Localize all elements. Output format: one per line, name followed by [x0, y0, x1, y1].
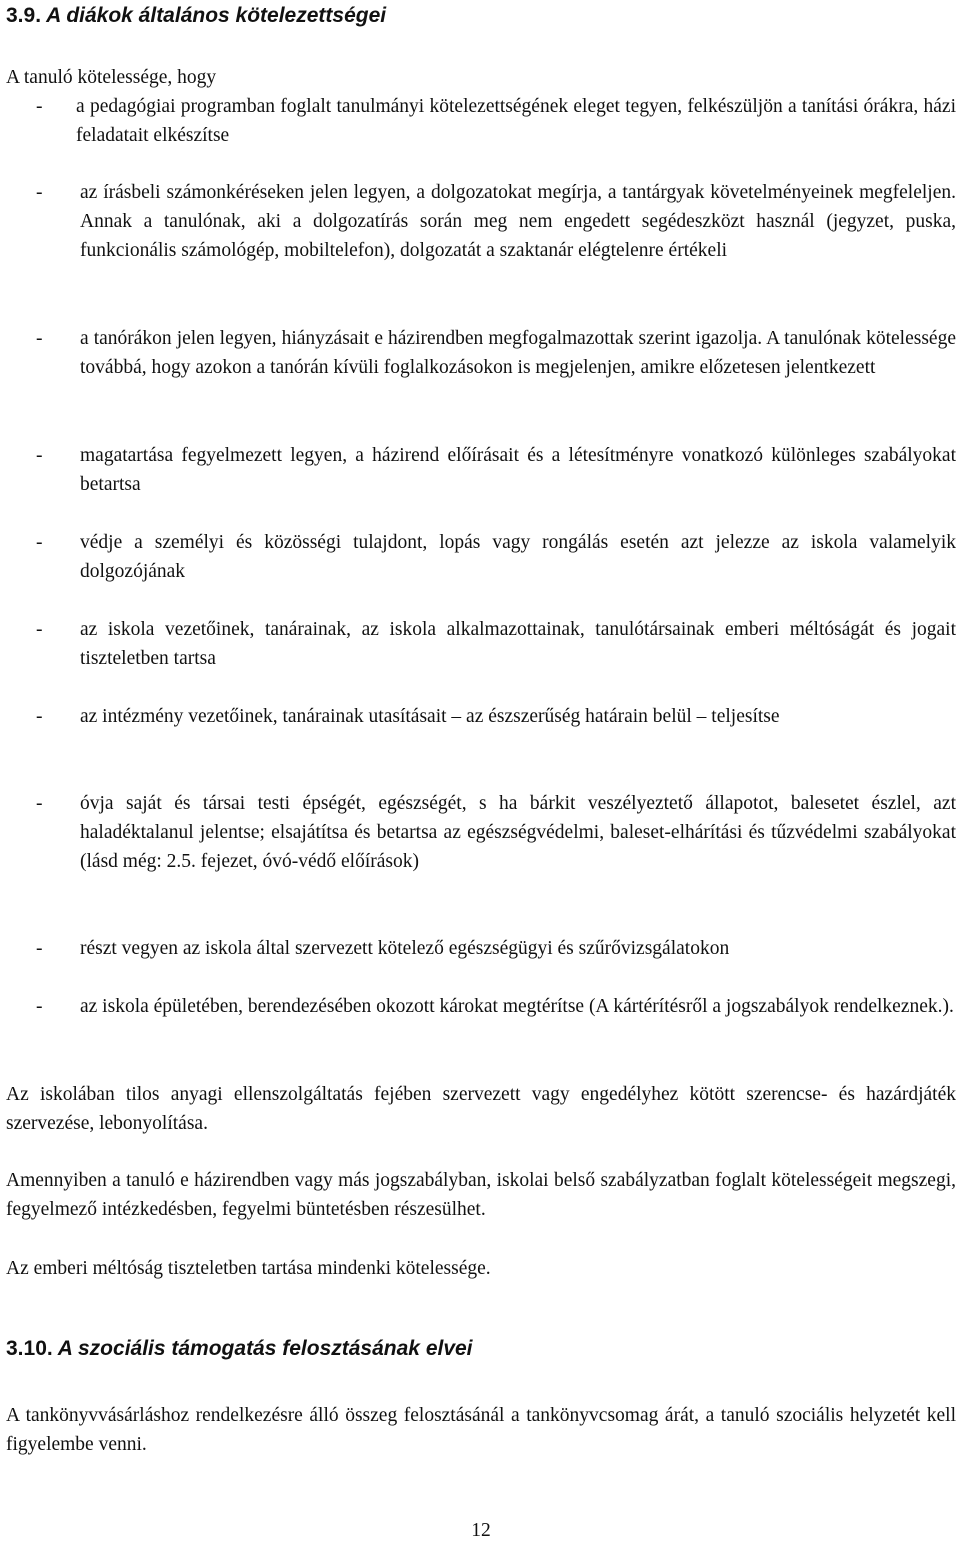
section-number: 3.9.: [6, 4, 42, 27]
list-item-text: védje a személyi és közösségi tulajdont, lopás vagy rongálás esetén azt jelezze az iskola valamelyik dolgozójának: [80, 532, 956, 582]
body-paragraph: Az iskolában tilos anyagi ellenszolgáltatás fejében szervezett vagy engedélyhez kötött szerencse- és hazárdjáték szervezése, lebonyolítása.: [6, 1084, 956, 1134]
list-item-text: az iskola épületében, berendezésében okozott károkat megtérítse (A kártérítésről a jogszabályok rendelkeznek.).: [80, 996, 954, 1017]
list-item-text: a tanórákon jelen legyen, hiányzásait e házirendben megfogalmazottak szerint igazolja. A tanulónak kötelessége továbbá, hogy azokon a tanórán kívüli foglalkozásokon is megjelenjen, amikre előzetesen jelentkezett: [80, 328, 956, 378]
section-number: 3.10.: [6, 1337, 53, 1360]
list-item: [6, 324, 956, 382]
list-item: [6, 178, 956, 265]
list-item-text: a pedagógiai programban foglalt tanulmányi kötelezettségének eleget tegyen, felkészüljön a tanítási órákra, házi feladatait elkészítse: [76, 96, 956, 146]
section-heading: [6, 1335, 473, 1363]
section-title: A szociális támogatás felosztásának elvei: [57, 1337, 473, 1360]
list-item: [6, 702, 956, 731]
list-item: [6, 615, 956, 673]
list-dash: -: [36, 996, 43, 1017]
list-dash: -: [36, 532, 43, 553]
list-dash: -: [36, 619, 43, 640]
body-paragraph: Az emberi méltóság tiszteletben tartása mindenki kötelessége.: [6, 1258, 491, 1279]
page-number: 12: [471, 1520, 491, 1541]
list-item: [6, 789, 956, 876]
list-item: [6, 441, 956, 499]
list-item: [6, 92, 956, 150]
list-dash: -: [36, 328, 43, 349]
list-item-text: az intézmény vezetőinek, tanárainak utasításait – az észszerűség határain belül – teljesítse: [80, 706, 780, 727]
section-heading: [6, 2, 386, 30]
list-dash: -: [36, 182, 43, 203]
list-item-text: óvja saját és társai testi épségét, egészségét, s ha bárkit veszélyeztető állapotot, balesetet észlel, azt haladéktalanul jelentse; elsajátítsa és betartsa az egészségvédelmi, baleset-elhárítási és tűzvédelmi szabályokat (lásd még: 2.5. fejezet, óvó-védő előírások): [80, 793, 956, 872]
list-item: [6, 528, 956, 586]
body-paragraph: Amennyiben a tanuló e házirendben vagy más jogszabályban, iskolai belső szabályzatban foglalt kötelességeit megszegi, fegyelmező intézkedésben, fegyelmi büntetésben részesülhet.: [6, 1170, 956, 1220]
list-dash: -: [36, 793, 43, 814]
list-item-text: az iskola vezetőinek, tanárainak, az iskola alkalmazottainak, tanulótársainak emberi méltóságát és jogait tiszteletben tartsa: [80, 619, 956, 669]
list-item-text: részt vegyen az iskola által szervezett kötelező egészségügyi és szűrővizsgálatokon: [80, 938, 730, 959]
list-item: [6, 934, 956, 963]
list-item: [6, 992, 956, 1021]
body-paragraph: A tankönyvvásárláshoz rendelkezésre álló összeg felosztásánál a tankönyvcsomag árát, a tanuló szociális helyzetét kell figyelembe venni.: [6, 1405, 956, 1455]
list-dash: -: [36, 445, 43, 466]
list-item-text: magatartása fegyelmezett legyen, a házirend előírásait és a létesítményre vonatkozó különleges szabályokat betartsa: [80, 445, 956, 495]
list-item-text: az írásbeli számonkéréseken jelen legyen, a dolgozatokat megírja, a tantárgyak követelményeinek megfeleljen. Annak a tanulónak, aki a dolgozatírás során meg nem engedett segédeszközt használ (jegyzet, puska, funkcionális számológép, mobiltelefon), dolgozatát a szaktanár elégtelenre értékeli: [80, 182, 956, 261]
intro-text: A tanuló kötelessége, hogy: [6, 67, 217, 88]
list-dash: -: [36, 706, 43, 727]
section-title: A diákok általános kötelezettségei: [46, 4, 387, 27]
list-dash: -: [36, 96, 43, 117]
list-dash: -: [36, 938, 43, 959]
